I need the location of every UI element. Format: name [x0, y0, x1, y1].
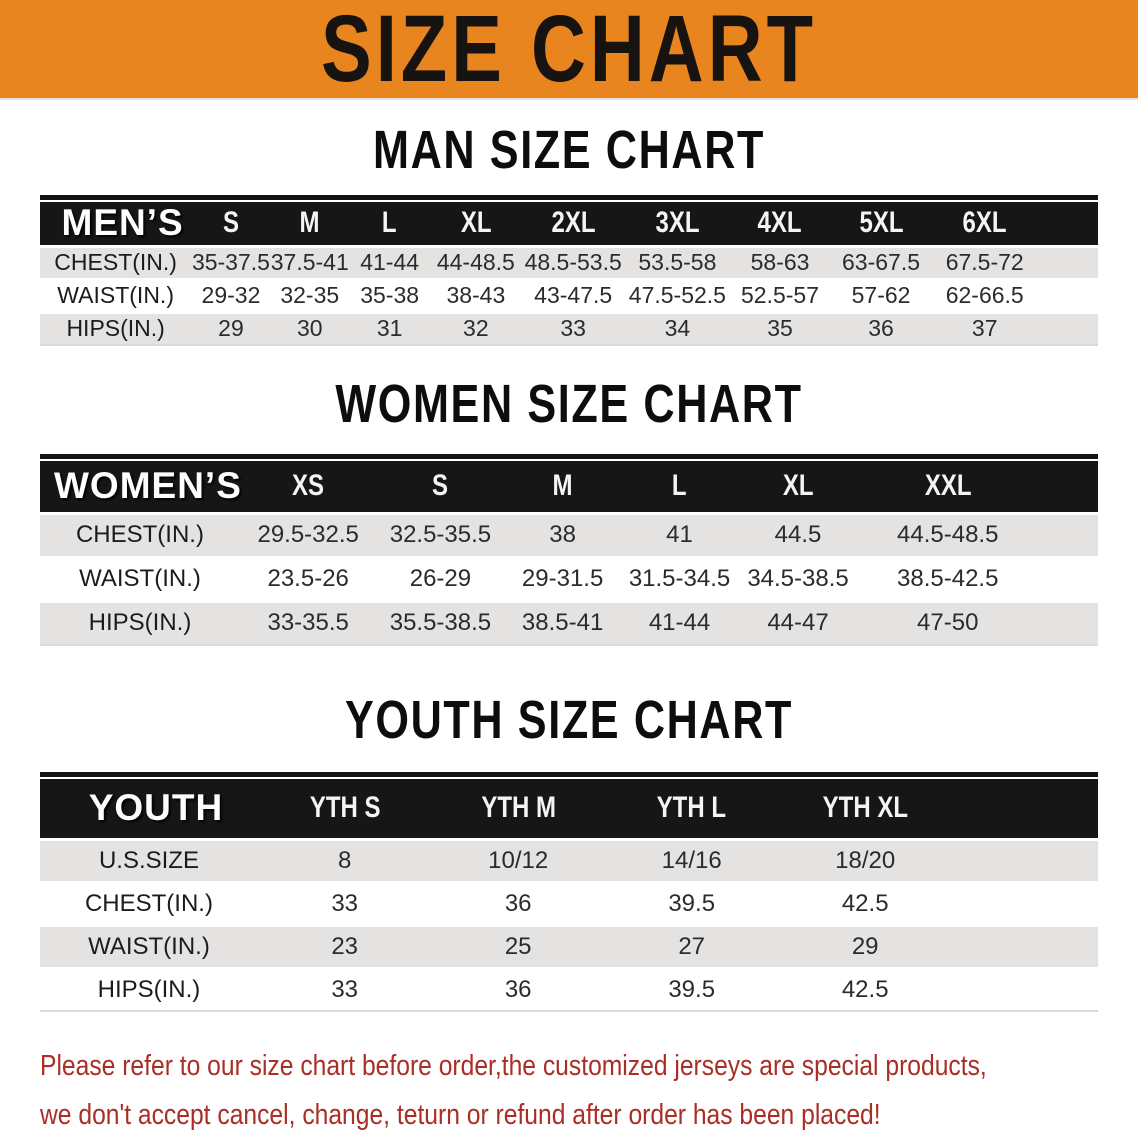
table-row: [40, 968, 1098, 1011]
size-column-header-text: XL: [782, 469, 814, 503]
measurement-cell: 67.5-72: [932, 246, 1038, 279]
measurement-cell: 27: [605, 925, 779, 968]
measurement-cell: 38.5-42.5: [858, 557, 1038, 601]
table-row: [40, 925, 1098, 968]
size-column-header-text: YTH L: [657, 791, 727, 825]
size-column-header-text: 3XL: [655, 206, 700, 240]
header-filler: [1038, 202, 1098, 246]
row-label: CHEST(IN.): [40, 246, 191, 279]
measurement-cell: 42.5: [778, 882, 952, 925]
size-column-header: [376, 461, 504, 513]
women-table-wrap: [40, 454, 1098, 646]
measurement-cell: 35-38: [349, 279, 430, 312]
measurement-cell: 36: [431, 968, 605, 1011]
size-column-header: [349, 202, 430, 246]
size-column-header: [625, 202, 730, 246]
youth-table-wrap: [40, 772, 1098, 1012]
size-column-header: [258, 779, 432, 839]
table-top-border: [40, 454, 1098, 459]
youth-group-label: YOUTH: [88, 787, 224, 829]
women-group-label: WOMEN’S: [54, 465, 242, 507]
measurement-cell: 37: [932, 312, 1038, 345]
measurement-cell: 26-29: [376, 557, 504, 601]
header-filler: [952, 779, 1098, 839]
size-column-header: [738, 461, 858, 513]
women-heading-text: WOMEN SIZE CHART: [335, 374, 803, 434]
measurement-cell: 35.5-38.5: [376, 601, 504, 645]
row-label: WAIST(IN.): [40, 557, 240, 601]
measurement-cell: 35: [730, 312, 831, 345]
measurement-cell: 29-32: [191, 279, 270, 312]
row-filler: [952, 882, 1098, 925]
measurement-cell: 35-37.5: [191, 246, 270, 279]
size-column-header-text: L: [382, 206, 397, 240]
size-column-header-text: 5XL: [859, 206, 904, 240]
measurement-cell: 31.5-34.5: [621, 557, 738, 601]
measurement-cell: 32.5-35.5: [376, 513, 504, 557]
order-notice: [0, 1044, 1138, 1132]
men-table-wrap: [40, 195, 1098, 346]
section-youth: [0, 690, 1138, 1012]
measurement-cell: 39.5: [605, 968, 779, 1011]
size-column-header: [778, 779, 952, 839]
measurement-cell: 42.5: [778, 968, 952, 1011]
row-filler: [952, 925, 1098, 968]
measurement-cell: 23.5-26: [240, 557, 376, 601]
measurement-cell: 48.5-53.5: [521, 246, 625, 279]
size-column-header: [621, 461, 738, 513]
table-row: [40, 557, 1098, 601]
size-column-header-text: L: [672, 469, 687, 503]
row-label: HIPS(IN.): [40, 312, 191, 345]
size-column-header-text: 6XL: [962, 206, 1007, 240]
measurement-cell: 25: [431, 925, 605, 968]
size-column-header-text: 2XL: [551, 206, 596, 240]
size-column-header: [191, 202, 270, 246]
measurement-cell: 34: [625, 312, 730, 345]
measurement-cell: 41-44: [621, 601, 738, 645]
size-column-header-text: XL: [460, 206, 492, 240]
size-column-header-text: YTH S: [309, 791, 381, 825]
measurement-cell: 39.5: [605, 882, 779, 925]
table-row: [40, 839, 1098, 882]
row-label: CHEST(IN.): [40, 513, 240, 557]
measurement-cell: 33: [258, 882, 432, 925]
measurement-cell: 38-43: [430, 279, 521, 312]
men-size-table: [40, 202, 1098, 346]
size-column-header: [504, 461, 620, 513]
header-filler: [1038, 461, 1098, 513]
row-filler: [1038, 513, 1098, 557]
measurement-cell: 29: [191, 312, 270, 345]
measurement-cell: 32: [430, 312, 521, 345]
measurement-cell: 53.5-58: [625, 246, 730, 279]
size-chart-sections: [0, 120, 1138, 1012]
youth-size-table: [40, 779, 1098, 1012]
measurement-cell: 14/16: [605, 839, 779, 882]
size-column-header-text: S: [222, 206, 239, 240]
row-label: WAIST(IN.): [40, 925, 258, 968]
table-row: [40, 601, 1098, 645]
measurement-cell: 41-44: [349, 246, 430, 279]
row-filler: [1038, 279, 1098, 312]
measurement-cell: 47.5-52.5: [625, 279, 730, 312]
men-group-label: MEN’S: [61, 202, 184, 244]
measurement-cell: 36: [830, 312, 932, 345]
size-column-header-text: XS: [292, 469, 325, 503]
table-row: [40, 882, 1098, 925]
measurement-cell: 8: [258, 839, 432, 882]
size-column-header-text: S: [432, 469, 449, 503]
table-row: [40, 312, 1098, 345]
measurement-cell: 33-35.5: [240, 601, 376, 645]
measurement-cell: 30: [271, 312, 349, 345]
size-column-header: [830, 202, 932, 246]
header-row: [40, 202, 1098, 246]
measurement-cell: 33: [521, 312, 625, 345]
measurement-cell: 44-47: [738, 601, 858, 645]
measurement-cell: 36: [431, 882, 605, 925]
size-column-header: [431, 779, 605, 839]
table-row: [40, 513, 1098, 557]
measurement-cell: 44.5-48.5: [858, 513, 1038, 557]
measurement-cell: 38.5-41: [504, 601, 620, 645]
size-column-header: [430, 202, 521, 246]
measurement-cell: 32-35: [271, 279, 349, 312]
measurement-cell: 52.5-57: [730, 279, 831, 312]
row-label: HIPS(IN.): [40, 601, 240, 645]
size-column-header: [730, 202, 831, 246]
section-men: [0, 120, 1138, 346]
measurement-cell: 47-50: [858, 601, 1038, 645]
youth-heading: [0, 690, 1138, 750]
men-heading-text: MAN SIZE CHART: [372, 120, 765, 180]
measurement-cell: 63-67.5: [830, 246, 932, 279]
notice-line: [40, 1044, 1138, 1093]
header-row: [40, 779, 1098, 839]
row-filler: [1038, 557, 1098, 601]
measurement-cell: 18/20: [778, 839, 952, 882]
table-top-border: [40, 195, 1098, 200]
row-label: U.S.SIZE: [40, 839, 258, 882]
measurement-cell: 62-66.5: [932, 279, 1038, 312]
row-filler: [1038, 246, 1098, 279]
header-row: [40, 461, 1098, 513]
measurement-cell: 44-48.5: [430, 246, 521, 279]
banner-title: SIZE CHART: [321, 0, 817, 102]
table-row: [40, 246, 1098, 279]
measurement-cell: 41: [621, 513, 738, 557]
size-column-header-text: YTH M: [480, 791, 556, 825]
row-label: CHEST(IN.): [40, 882, 258, 925]
measurement-cell: 33: [258, 968, 432, 1011]
size-column-header-text: YTH XL: [822, 791, 908, 825]
table-top-border: [40, 772, 1098, 777]
notice-line-2: we don't accept cancel, change, teturn or refund after order has been placed!: [40, 1099, 881, 1131]
measurement-cell: 38: [504, 513, 620, 557]
size-column-header: [240, 461, 376, 513]
measurement-cell: 37.5-41: [271, 246, 349, 279]
size-column-header: [521, 202, 625, 246]
row-filler: [1038, 312, 1098, 345]
section-women: [0, 374, 1138, 646]
row-filler: [952, 839, 1098, 882]
measurement-cell: 29: [778, 925, 952, 968]
size-column-header-text: M: [552, 469, 573, 503]
measurement-cell: 57-62: [830, 279, 932, 312]
measurement-cell: 43-47.5: [521, 279, 625, 312]
size-column-header: [932, 202, 1038, 246]
size-column-header: [271, 202, 349, 246]
size-column-header: [605, 779, 779, 839]
measurement-cell: 29.5-32.5: [240, 513, 376, 557]
size-column-header-text: 4XL: [757, 206, 803, 240]
row-label: WAIST(IN.): [40, 279, 191, 312]
notice-line: [40, 1093, 1138, 1132]
men-heading: [0, 120, 1138, 180]
table-row: [40, 279, 1098, 312]
measurement-cell: 29-31.5: [504, 557, 620, 601]
size-column-header-text: M: [299, 206, 320, 240]
measurement-cell: 23: [258, 925, 432, 968]
size-column-header: [858, 461, 1038, 513]
measurement-cell: 10/12: [431, 839, 605, 882]
row-filler: [1038, 601, 1098, 645]
size-chart-banner: [0, 0, 1138, 100]
measurement-cell: 44.5: [738, 513, 858, 557]
row-filler: [952, 968, 1098, 1011]
women-heading: [0, 374, 1138, 434]
row-label: HIPS(IN.): [40, 968, 258, 1011]
youth-heading-text: YOUTH SIZE CHART: [344, 690, 793, 750]
notice-line-1: Please refer to our size chart before order,the customized jerseys are special products,: [40, 1050, 987, 1082]
women-size-table: [40, 461, 1098, 646]
size-column-header-text: XXL: [924, 469, 972, 503]
measurement-cell: 58-63: [730, 246, 831, 279]
measurement-cell: 34.5-38.5: [738, 557, 858, 601]
measurement-cell: 31: [349, 312, 430, 345]
